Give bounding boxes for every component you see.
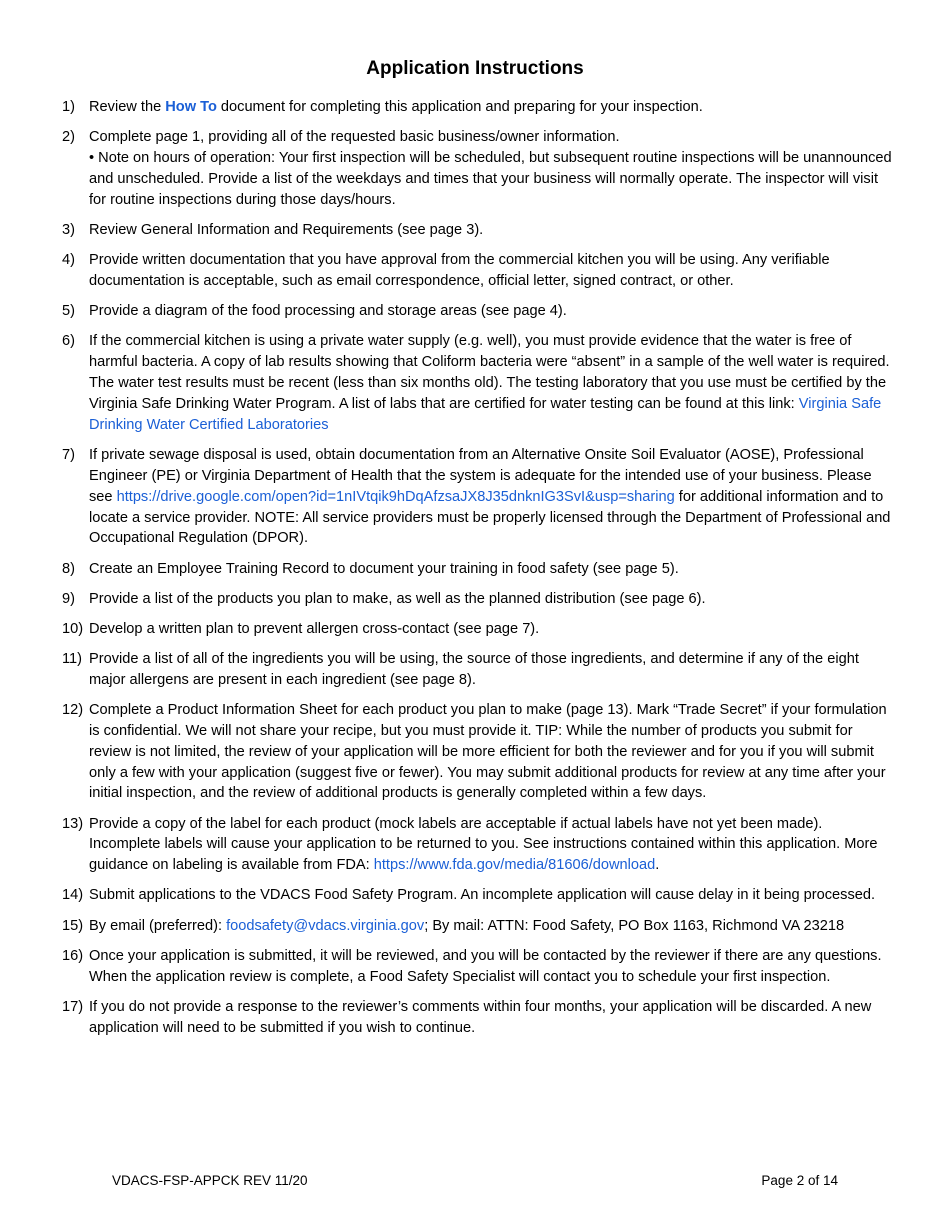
item-number: 15)	[62, 917, 84, 934]
item-text: document for completing this application and preparing for your inspection.	[216, 99, 703, 115]
list-item	[62, 301, 892, 322]
list-item	[62, 916, 892, 937]
item-number: 1)	[62, 99, 75, 115]
item-text: Create an Employee Training Record to document your training in food safety (see page 5).	[89, 560, 679, 577]
list-item	[62, 559, 892, 580]
item-text: Review General Information and Requirements (see page 3).	[89, 221, 484, 238]
how-to-link[interactable]: How To	[165, 99, 217, 115]
item-number: 13)	[62, 815, 84, 832]
list-item	[62, 331, 892, 436]
item-text: Once your application is submitted, it will be reviewed, and you will be contacted by the reviewer if there are any questions. When the application review is complete, a Food Safety Specialist will contact you to schedule your first inspection.	[89, 947, 882, 985]
item-text: By email (preferred):	[89, 917, 227, 934]
item-text: If private sewage disposal is used, obtain documentation from an Alternative Onsite Soil Evaluator (AOSE), Professional Engineer (PE) or Virginia Department of Health that the system is adequate for the intended use of your business. Please see	[89, 446, 872, 505]
item-number: 5)	[62, 303, 75, 319]
item-number: 3)	[62, 221, 75, 238]
item-note: • Note on hours of operation: Your first inspection will be scheduled, but subsequent routine inspections will be unannounced and unscheduled. Provide a list of the weekdays and times that your business will normally operate. The inspector will visit for routine inspections during those days/hours.	[89, 150, 892, 208]
list-item	[62, 649, 892, 691]
item-number: 6)	[62, 333, 75, 350]
sewage-info-link[interactable]: https://drive.google.com/open?id=1nIVtqik9hDqAfzsaJX8J35dnknIG3SvI&usp=sharing	[116, 488, 675, 505]
item-number: 17)	[62, 998, 84, 1015]
item-number: 16)	[62, 947, 84, 964]
certified-labs-link[interactable]: Virginia Safe Drinking Water Certified Laboratories	[89, 395, 882, 433]
list-item	[62, 589, 892, 610]
list-item	[62, 997, 892, 1039]
item-text: Provide a diagram of the food processing and storage areas (see page 4).	[89, 303, 567, 319]
item-text: If the commercial kitchen is using a private water supply (e.g. well), you must provide evidence that the water is free of harmful bacteria. A copy of lab results showing that Coliform bacteria were “absent” in a sample of the well water is required. The water test results must be recent (less than six months old). The testing laboratory that you use must be certified by the Virginia Safe Drinking Water Program. A list of labs that are certified for water testing can be found at this link:	[89, 333, 890, 412]
item-text: Provide written documentation that you have approval from the commercial kitchen you will be using. Any verifiable documentation is acceptable, such as email correspondence, official letter, signed contract, or other.	[89, 252, 830, 289]
item-text: Complete a Product Information Sheet for each product you plan to make (page 13). Mark “Trade Secret” if your formulation is confidential. We will not share your recipe, but you must provide it. TIP: While the number of products you submit for review is not limited, the review of your application will be more efficient for both the reviewer and for you if you will submit only a few with your application (suggest five or fewer). You may submit additional products for review at any time after your initial inspection, and the review of additional products is generally completed within a few days.	[89, 701, 887, 802]
item-number: 12)	[62, 701, 84, 718]
item-number: 9)	[62, 590, 75, 607]
list-item	[62, 97, 892, 118]
list-item	[62, 127, 892, 211]
item-text: .	[655, 857, 660, 874]
item-number: 11)	[62, 650, 83, 667]
instruction-list	[62, 97, 892, 1048]
list-item	[62, 885, 892, 906]
item-text: Review the	[89, 99, 166, 115]
item-text: Develop a written plan to prevent allergen cross-contact (see page 7).	[89, 620, 540, 637]
item-text: If you do not provide a response to the reviewer’s comments within four months, your application will be discarded. A new application will need to be submitted if you wish to continue.	[89, 998, 872, 1036]
footer-form-id: VDACS-FSP-APPCK REV 11/20	[112, 1173, 308, 1188]
item-number: 8)	[62, 560, 75, 577]
list-item	[62, 220, 892, 241]
item-text: ; By mail: ATTN: Food Safety, PO Box 1163, Richmond VA 23218	[424, 917, 845, 934]
item-number: 7)	[62, 446, 75, 463]
list-item	[62, 445, 892, 550]
footer-page-number: Page 2 of 14	[761, 1173, 838, 1188]
item-text: Complete page 1, providing all of the requested basic business/owner information.	[89, 129, 620, 146]
item-number: 2)	[62, 129, 75, 146]
list-item	[62, 250, 892, 292]
list-item	[62, 946, 892, 988]
page-title: Application Instructions	[366, 58, 584, 79]
item-number: 4)	[62, 252, 75, 268]
item-number: 14)	[62, 887, 84, 904]
list-item	[62, 619, 892, 640]
list-item	[62, 814, 892, 877]
item-text: Submit applications to the VDACS Food Safety Program. An incomplete application will cause delay in it being processed.	[89, 887, 876, 904]
list-item	[62, 700, 892, 805]
item-text: Provide a list of the products you plan to make, as well as the planned distribution (see page 6).	[89, 590, 706, 607]
item-text: Provide a list of all of the ingredients you will be using, the source of those ingredients, and determine if any of the eight major allergens are present in each ingredient (see page 8).	[89, 650, 859, 688]
item-number: 10)	[62, 620, 84, 637]
fda-labeling-link[interactable]: https://www.fda.gov/media/81606/download	[373, 857, 656, 874]
email-link[interactable]: foodsafety@vdacs.virginia.gov	[226, 917, 425, 934]
item-text: Provide a copy of the label for each product (mock labels are acceptable if actual labels have not yet been made). Incomplete labels will cause your application to be returned to you. See instructions contained within this application. More guidance on labeling is available from FDA:	[89, 815, 878, 874]
item-text: for additional information and to locate a service provider. NOTE: All service providers must be properly licensed through the Department of Professional and Occupational Regulation (DPOR).	[89, 488, 891, 547]
